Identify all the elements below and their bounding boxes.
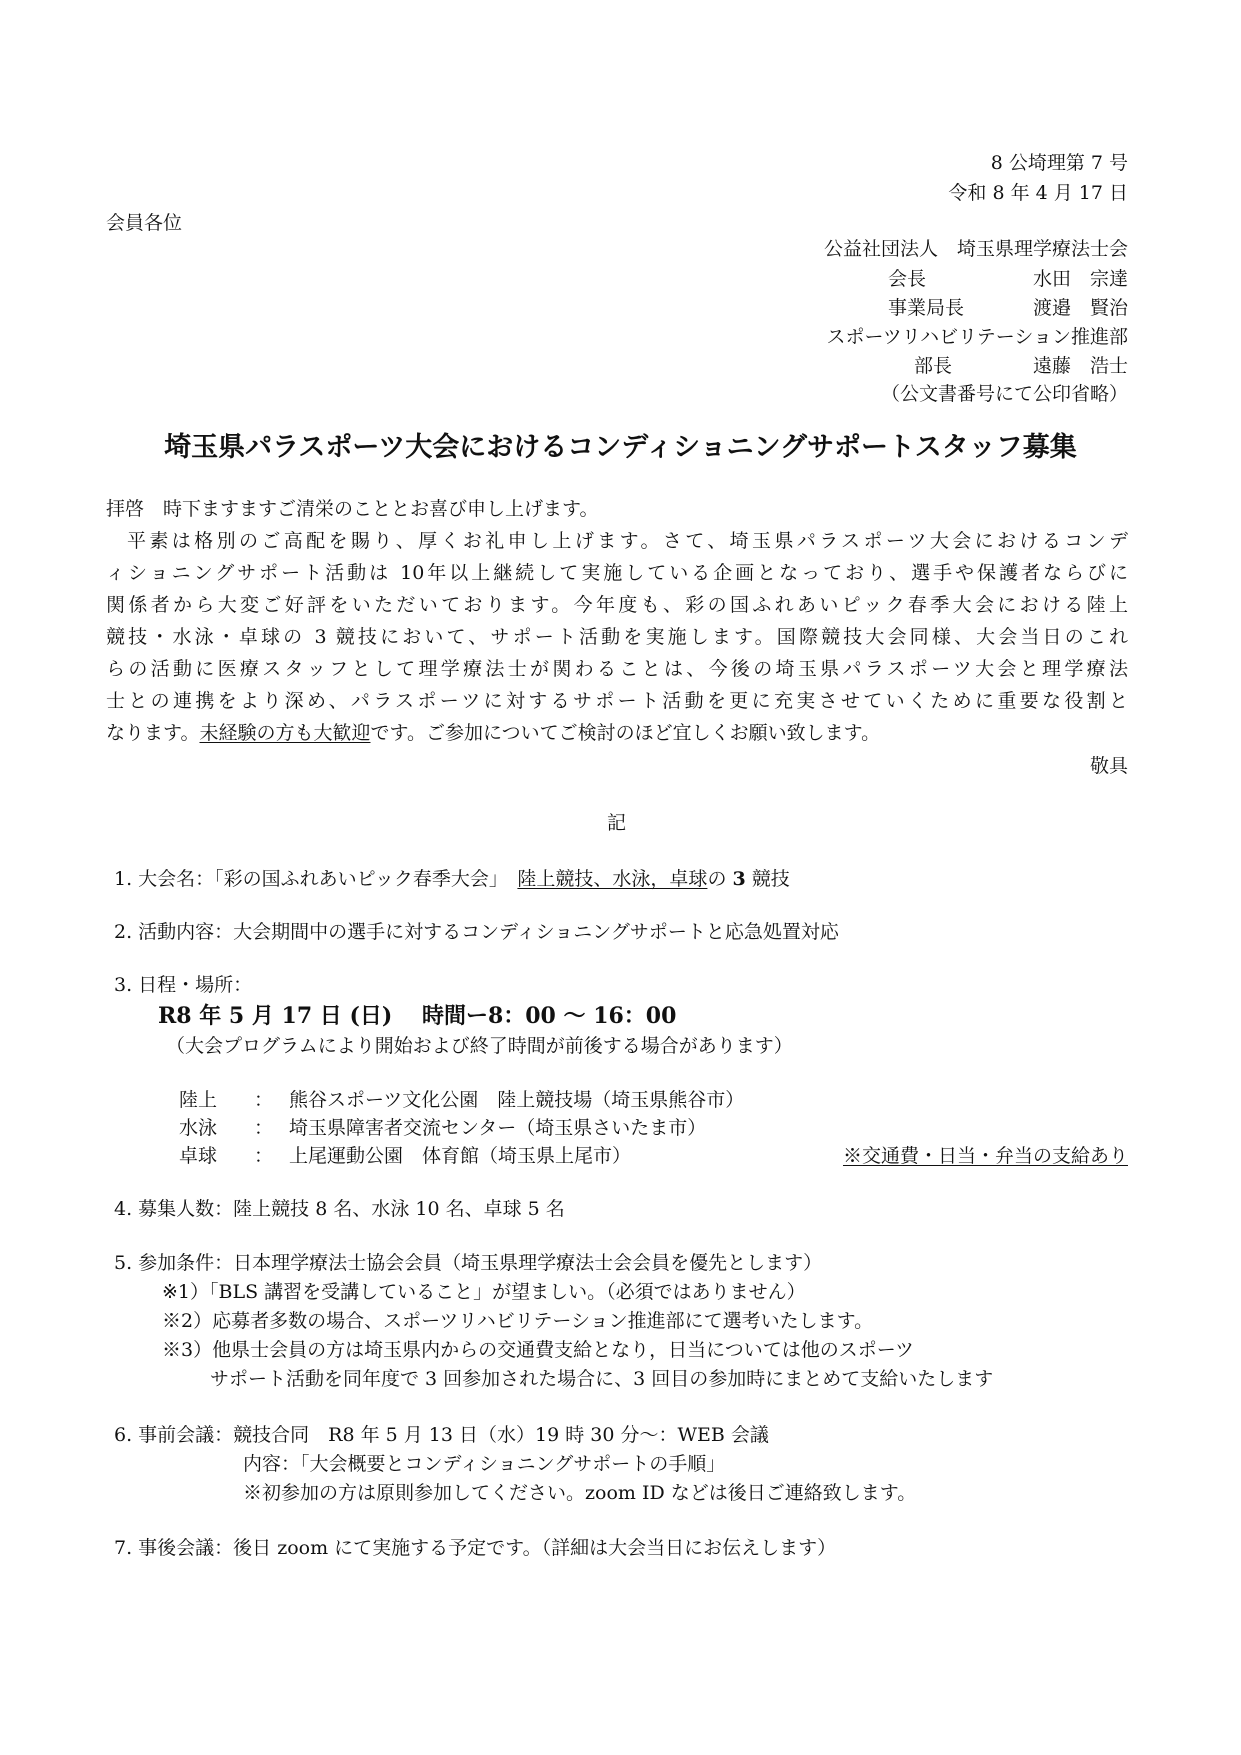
greeting: 拝啓 時下ますますご清栄のこととお喜び申し上げます。	[106, 498, 599, 520]
dept-name: スポーツリハビリテーション推進部	[826, 326, 1128, 348]
body-line-2: ィショニングサポート活動は 10年以上継続して実施している企画となっており、選手や保護者ならびに	[106, 562, 1128, 584]
item-1-count: 3	[732, 868, 746, 890]
venue-sep-1: ：	[254, 1089, 274, 1111]
item-6: 6. 事前会議：競技合同 R8 年 5 月 13 日（水）19 時 30 分～：WEB 会議	[114, 1424, 769, 1446]
body-line-4: 競技・水泳・卓球の 3 競技において、サポート活動を実施します。国際競技大会同様、大会当日のこれ	[106, 626, 1128, 648]
item-5: 5. 参加条件：日本理学療法士協会会員（埼玉県理学療法士会会員を優先とします）	[114, 1252, 823, 1274]
body-line-5: らの活動に医療スタッフとして理学療法士が関わることは、今後の埼玉県パラスポーツ大会と理学療法	[106, 658, 1128, 680]
item-7: 7. 事後会議：後日 zoom にて実施する予定です。（詳細は大会当日にお伝えします）	[114, 1537, 837, 1559]
secretary-title: 事業局長	[888, 297, 965, 319]
pre-meeting-content: 内容：「大会概要とコンディショニングサポートの手順」	[243, 1453, 726, 1475]
condition-note-2: ※2）応募者多数の場合、スポーツリハビリテーション推進部にて選考いたします。	[162, 1310, 874, 1332]
body-line-7	[106, 722, 880, 745]
dept-head-title: 部長	[914, 355, 953, 377]
venue-sport-3: 卓球	[179, 1145, 218, 1167]
item-1	[114, 868, 790, 891]
item-1-end: 競技	[745, 868, 790, 890]
condition-note-3: ※3）他県士会員の方は埼玉県内からの交通費支給となり，日当については他のスポーツ	[162, 1339, 914, 1361]
body-line-7-end: です。ご参加についてご検討のほど宜しくお願い致します。	[370, 722, 881, 744]
ki-marker: 記	[607, 812, 627, 834]
item-1-sports: 陸上競技、水泳，卓球	[517, 868, 708, 890]
time-note: （大会プログラムにより開始および終了時間が前後する場合があります）	[166, 1035, 793, 1057]
seal-note: （公文書番号にて公印省略）	[880, 383, 1128, 405]
condition-note-3-cont: サポート活動を同年度で 3 回参加された場合に、3 回目の参加時にまとめて支給いたします	[210, 1368, 994, 1390]
venue-sep-2: ：	[254, 1117, 274, 1139]
event-date-time: R8 年 5 月 17 日 (日) 時間ー8：00 ～ 16：00	[158, 1003, 677, 1029]
condition-note-1: ※1）「BLS 講習を受講していること」が望ましい。（必須ではありません）	[162, 1281, 806, 1303]
dept-head-name: 遠藤 浩士	[1032, 355, 1128, 377]
body-line-6: 士との連携をより深め、パラスポーツに対するサポート活動を更に充実させていくために重要な役割と	[106, 690, 1128, 712]
body-line-1: 平素は格別のご高配を賜り、厚くお礼申し上げます。さて、埼玉県パラスポーツ大会におけるコンデ	[127, 530, 1128, 552]
venue-sep-3: ：	[254, 1145, 274, 1167]
body-line-3: 関係者から大変ご好評をいただいております。今年度も、彩の国ふれあいピック春季大会における陸上	[106, 594, 1128, 616]
closing: 敬具	[1089, 755, 1128, 777]
body-line-7-start: なります。	[106, 722, 200, 744]
document-number: 8 公埼理第 7 号	[990, 152, 1128, 174]
item-3: 3. 日程・場所：	[114, 974, 253, 996]
document-date: 令和 8 年 4 月 17 日	[948, 182, 1128, 204]
item-2: 2. 活動内容：大会期間中の選手に対するコンディショニングサポートと応急処置対応	[114, 921, 839, 943]
addressee: 会員各位	[106, 212, 183, 234]
item-4: 4. 募集人数：陸上競技 8 名、水泳 10 名、卓球 5 名	[114, 1198, 565, 1220]
president-name: 水田 宗達	[1032, 268, 1128, 290]
venue-place-2: 埼玉県障害者交流センター（埼玉県さいたま市）	[289, 1117, 707, 1139]
venue-place-1: 熊谷スポーツ文化公園 陸上競技場（埼玉県熊谷市）	[289, 1089, 745, 1111]
page-title: 埼玉県パラスポーツ大会におけるコンディショニングサポートスタッフ募集	[164, 432, 1077, 463]
venue-sport-2: 水泳	[179, 1117, 218, 1139]
secretary-name: 渡邉 賢治	[1032, 297, 1128, 319]
welcome-emphasis: 未経験の方も大歓迎	[199, 722, 371, 744]
venue-place-3: 上尾運動公園 体育館（埼玉県上尾市）	[289, 1145, 632, 1167]
pre-meeting-note: ※初参加の方は原則参加してください。zoom ID などは後日ご連絡致します。	[243, 1482, 917, 1504]
item-1-label: 1. 大会名：「彩の国ふれあいピック春季大会」	[114, 868, 518, 890]
president-title: 会長	[888, 268, 927, 290]
allowance-note: ※交通費・日当・弁当の支給あり	[842, 1145, 1128, 1167]
item-1-mid: の	[707, 868, 733, 890]
venue-sport-1: 陸上	[179, 1089, 218, 1111]
org-name: 公益社団法人 埼玉県理学療法士会	[823, 238, 1128, 260]
